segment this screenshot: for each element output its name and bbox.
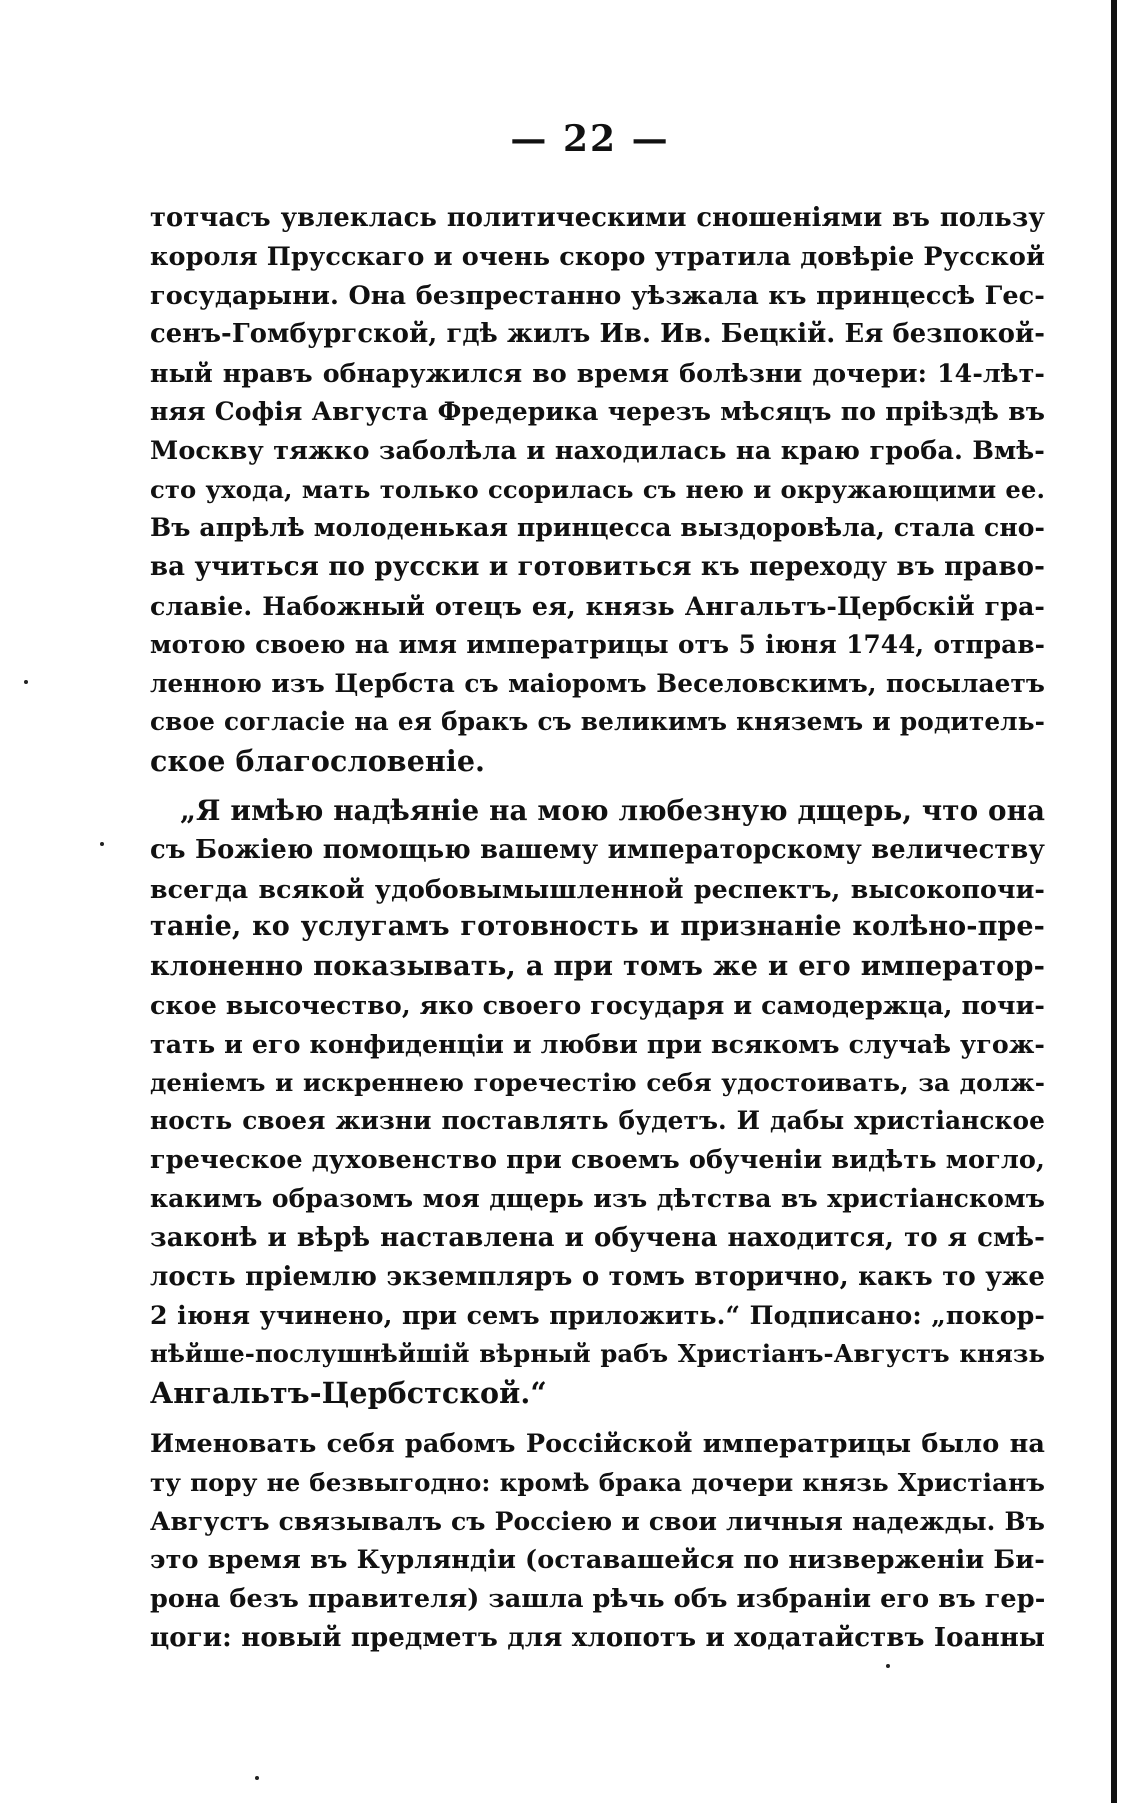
text-line: съ Божіею помощью вашему императорскому величеству xyxy=(150,834,1045,865)
text-line: няя Софія Августа Фредерика черезъ мѣсяцъ по пріѣздѣ въ xyxy=(150,396,1045,426)
text-line: деніемъ и искреннею горечестію себя удостоивать, за долж- xyxy=(150,1067,1045,1097)
text-line: ское благословеніе. xyxy=(150,744,486,779)
text-line: Августъ связывалъ съ Россіею и свои личныя надежды. Въ xyxy=(150,1506,1045,1536)
text-line: славіе. Набожный отецъ ея, князь Ангальтъ-Цербскій гра- xyxy=(150,590,1045,621)
text-line: ный нравъ обнаружился во время болѣзни дочери: 14-лѣт- xyxy=(150,358,1045,389)
text-line: таніе, ко услугамъ готовность и признаніе колѣно-пре- xyxy=(150,911,1045,943)
text-line: государыни. Она безпрестанно уѣзжала къ принцессѣ Гес- xyxy=(150,280,1045,311)
text-line: цоги: новый предметъ для хлопотъ и ходатайствъ Іоанны xyxy=(150,1622,1045,1653)
scan-speck xyxy=(24,680,28,684)
text-line: ность своея жизни поставлять будетъ. И дабы христіанское xyxy=(150,1106,1045,1136)
text-line: рона безъ правителя) зашла рѣчь объ избраніи его въ гер- xyxy=(150,1584,1046,1615)
text-line: Въ апрѣлѣ молоденькая принцесса выздоровѣла, стала сно- xyxy=(150,513,1045,543)
text-line: Москву тяжко заболѣла и находилась на краю гроба. Вмѣ- xyxy=(150,435,1045,466)
scan-speck xyxy=(255,1776,259,1780)
page-edge-rule xyxy=(1111,0,1117,1803)
text-line: греческое духовенство при своемъ обученіи видѣть могло, xyxy=(150,1145,1045,1176)
text-line: какимъ образомъ моя дщерь изъ дѣтства въ христіанскомъ xyxy=(150,1183,1045,1213)
text-line: свое согласіе на ея бракъ съ великимъ княземъ и родитель- xyxy=(150,707,1045,737)
text-line: тотчасъ увлеклась политическими сношеніями въ пользу xyxy=(150,203,1045,233)
text-line: законѣ и вѣрѣ наставлена и обучена находится, то я смѣ- xyxy=(150,1222,1045,1253)
text-line: мотою своею на имя императрицы отъ 5 іюня 1744, отправ- xyxy=(150,629,1045,659)
paragraph-2-quotation xyxy=(150,792,1045,1413)
text-line: ту пору не безвыгодно: кромѣ брака дочери князь Христіанъ xyxy=(150,1467,1045,1497)
text-line: клоненно показывать, а при томъ же и его император- xyxy=(150,950,1045,983)
text-line: это время въ Курляндіи (оставашейся по низверженіи Би- xyxy=(150,1545,1045,1576)
paragraph-3 xyxy=(150,1425,1045,1658)
text-line: нѣйше-послушнѣйшій вѣрный рабъ Христіанъ-Августъ князь xyxy=(150,1339,1045,1369)
text-line: ва учиться по русски и готовиться къ переходу въ право- xyxy=(150,552,1045,583)
text-line: тать и его конфиденціи и любви при всякомъ случаѣ угож- xyxy=(150,1028,1045,1059)
text-line: сенъ-Гомбургской, гдѣ жилъ Ив. Ив. Бецкій. Ея безпокой- xyxy=(150,319,1045,350)
text-line: ленною изъ Цербста съ маіоромъ Веселовскимъ, посылаетъ xyxy=(150,668,1045,698)
text-line: Ангальтъ-Цербстской.“ xyxy=(150,1375,547,1410)
text-line: короля Прусскаго и очень скоро утратила довѣріе Русской xyxy=(150,241,1045,272)
page-number: — 22 — xyxy=(510,118,670,160)
scan-speck xyxy=(886,1664,890,1668)
text-line: Именовать себя рабомъ Россійской императрицы было на xyxy=(150,1429,1045,1459)
text-line: ское высочество, яко своего государя и самодержца, почи- xyxy=(150,989,1045,1020)
scan-speck xyxy=(100,842,104,846)
text-line: лость пріемлю экземпляръ о томъ вторично, какъ то уже xyxy=(150,1261,1045,1292)
text-line: 2 іюня учинено, при семъ приложить.“ Подписано: „покор- xyxy=(150,1300,1045,1331)
paragraph-1 xyxy=(150,199,1045,781)
text-line: всегда всякой удобовымышленной респектъ, высокопочи- xyxy=(150,873,1045,904)
text-line: сто ухода, мать только ссорилась съ нею и окружающими ее. xyxy=(150,474,1045,504)
text-line: „Я имѣю надѣяніе на мою любезную дщерь, что она xyxy=(180,794,1046,827)
